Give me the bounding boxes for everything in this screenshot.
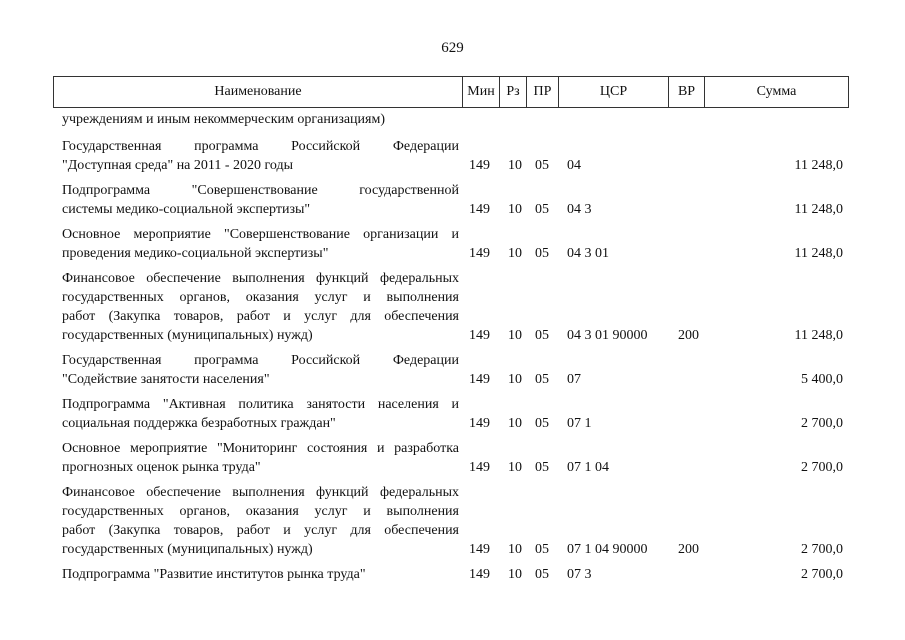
row-name bbox=[62, 181, 459, 219]
row-rz: 10 bbox=[508, 416, 522, 431]
row-csr: 04 3 01 bbox=[567, 246, 609, 261]
row-sum: 2 700,0 bbox=[801, 416, 843, 431]
row-name-line: Подпрограмма "Совершенствование государственной bbox=[62, 183, 459, 198]
col-header-csr: ЦСР bbox=[559, 77, 669, 108]
table-row bbox=[0, 137, 905, 175]
row-csr: 04 bbox=[567, 158, 581, 173]
row-min: 149 bbox=[469, 542, 490, 557]
row-pr: 05 bbox=[535, 372, 549, 387]
col-header-min: Мин bbox=[463, 77, 500, 108]
row-name-line: государственных (муниципальных) нужд) bbox=[62, 328, 313, 343]
table-row bbox=[0, 225, 905, 263]
row-sum: 11 248,0 bbox=[794, 202, 843, 217]
row-min: 149 bbox=[469, 416, 490, 431]
row-sum: 2 700,0 bbox=[801, 567, 843, 582]
row-name-line: государственных органов, оказания услуг и выполнения bbox=[62, 290, 459, 305]
col-header-pr: ПР bbox=[527, 77, 559, 108]
col-header-name: Наименование bbox=[54, 77, 463, 108]
table-row bbox=[0, 439, 905, 477]
row-name-line: Основное мероприятие "Совершенствование организации и bbox=[62, 227, 459, 242]
row-name bbox=[62, 439, 459, 477]
row-min: 149 bbox=[469, 372, 490, 387]
row-pr: 05 bbox=[535, 460, 549, 475]
row-pr: 05 bbox=[535, 542, 549, 557]
row-rz: 10 bbox=[508, 542, 522, 557]
row-pr: 05 bbox=[535, 328, 549, 343]
row-rz: 10 bbox=[508, 460, 522, 475]
row-pr: 05 bbox=[535, 158, 549, 173]
table-header bbox=[53, 76, 849, 108]
col-header-sum: Сумма bbox=[705, 77, 849, 108]
col-header-rz: Рз bbox=[500, 77, 527, 108]
row-min: 149 bbox=[469, 202, 490, 217]
row-name bbox=[62, 483, 459, 559]
row-sum: 5 400,0 bbox=[801, 372, 843, 387]
table-row bbox=[0, 395, 905, 433]
row-name-line: социальная поддержка безработных граждан" bbox=[62, 416, 336, 431]
row-name-line: Финансовое обеспечение выполнения функций федеральных bbox=[62, 271, 459, 286]
row-vr: 200 bbox=[678, 542, 699, 557]
row-name-line: государственных органов, оказания услуг и выполнения bbox=[62, 504, 459, 519]
row-min: 149 bbox=[469, 158, 490, 173]
row-name bbox=[62, 225, 459, 263]
row-name-line: Государственная программа Российской Федерации bbox=[62, 139, 459, 154]
col-header-vr: ВР bbox=[669, 77, 705, 108]
continuation-text: учреждениям и иным некоммерческим организациям) bbox=[62, 112, 386, 127]
row-min: 149 bbox=[469, 246, 490, 261]
row-rz: 10 bbox=[508, 567, 522, 582]
row-name-line: прогнозных оценок рынка труда" bbox=[62, 460, 261, 475]
row-sum: 2 700,0 bbox=[801, 460, 843, 475]
row-name-line: государственных (муниципальных) нужд) bbox=[62, 542, 313, 557]
row-rz: 10 bbox=[508, 202, 522, 217]
row-csr: 04 3 01 90000 bbox=[567, 328, 648, 343]
row-pr: 05 bbox=[535, 567, 549, 582]
row-vr: 200 bbox=[678, 328, 699, 343]
row-name-line: Финансовое обеспечение выполнения функций федеральных bbox=[62, 485, 459, 500]
table-row bbox=[0, 483, 905, 559]
row-rz: 10 bbox=[508, 246, 522, 261]
row-name-line: Государственная программа Российской Федерации bbox=[62, 353, 459, 368]
row-rz: 10 bbox=[508, 328, 522, 343]
table-row bbox=[0, 351, 905, 389]
row-name-line: работ (Закупка товаров, работ и услуг для обеспечения bbox=[62, 523, 459, 538]
row-min: 149 bbox=[469, 328, 490, 343]
row-name-line: "Доступная среда" на 2011 - 2020 годы bbox=[62, 158, 294, 173]
row-name bbox=[62, 351, 459, 389]
row-csr: 07 1 bbox=[567, 416, 592, 431]
row-sum: 11 248,0 bbox=[794, 158, 843, 173]
row-min: 149 bbox=[469, 460, 490, 475]
row-rz: 10 bbox=[508, 372, 522, 387]
row-name bbox=[62, 565, 459, 584]
row-name bbox=[62, 137, 459, 175]
row-pr: 05 bbox=[535, 416, 549, 431]
table-row bbox=[0, 181, 905, 219]
row-pr: 05 bbox=[535, 202, 549, 217]
row-csr: 07 3 bbox=[567, 567, 592, 582]
table-row bbox=[0, 269, 905, 345]
row-sum: 11 248,0 bbox=[794, 246, 843, 261]
row-name-line: работ (Закупка товаров, работ и услуг для обеспечения bbox=[62, 309, 459, 324]
row-min: 149 bbox=[469, 567, 490, 582]
row-csr: 07 bbox=[567, 372, 581, 387]
row-name bbox=[62, 269, 459, 345]
row-csr: 07 1 04 bbox=[567, 460, 609, 475]
row-name-line: Подпрограмма "Активная политика занятости населения и bbox=[62, 397, 459, 412]
row-name-line: проведения медико-социальной экспертизы" bbox=[62, 246, 329, 261]
row-name bbox=[62, 395, 459, 433]
table-row bbox=[0, 565, 905, 584]
page-number: 629 bbox=[441, 40, 464, 56]
row-csr: 07 1 04 90000 bbox=[567, 542, 648, 557]
row-name-line: "Содействие занятости населения" bbox=[62, 372, 270, 387]
row-pr: 05 bbox=[535, 246, 549, 261]
row-name-line: системы медико-социальной экспертизы" bbox=[62, 202, 311, 217]
row-name-line: Подпрограмма "Развитие институтов рынка труда" bbox=[62, 567, 366, 582]
row-sum: 11 248,0 bbox=[794, 328, 843, 343]
row-sum: 2 700,0 bbox=[801, 542, 843, 557]
row-rz: 10 bbox=[508, 158, 522, 173]
row-csr: 04 3 bbox=[567, 202, 592, 217]
row-name-line: Основное мероприятие "Мониторинг состояния и разработка bbox=[62, 441, 459, 456]
